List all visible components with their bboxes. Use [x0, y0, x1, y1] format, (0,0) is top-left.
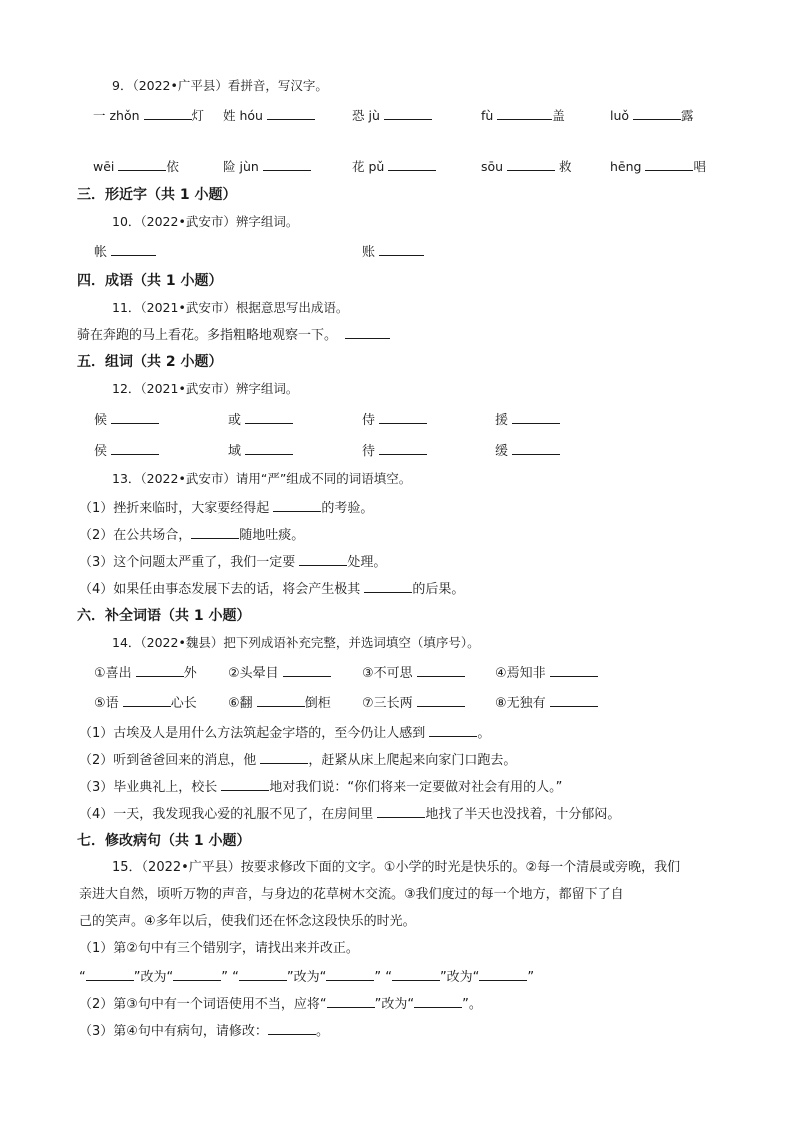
- q12-item: 候: [94, 410, 159, 430]
- q9-item: hēng 唱: [610, 159, 706, 174]
- q9-item: 花 pǔ: [352, 157, 436, 176]
- q13-line: （2）在公共场合， 随地吐痰。: [79, 525, 304, 545]
- q14-line: （3）毕业典礼上，校长 地对我们说：“你们将来一定要做对社会有用的人。”: [79, 777, 562, 797]
- section-heading: 三．形近字（共 1 小题）: [77, 187, 237, 203]
- answer-blank[interactable]: [136, 663, 184, 677]
- answer-blank[interactable]: [379, 410, 427, 424]
- answer-blank[interactable]: [326, 967, 374, 981]
- q14-line: （2）听到爸爸回来的消息，他 ，赶紧从床上爬起来向家门口跑去。: [79, 750, 516, 770]
- answer-blank[interactable]: [111, 410, 159, 424]
- q14-line: （1）古埃及人是用什么方法筑起金字塔的，至今仍让人感到 。: [79, 723, 490, 743]
- q13-line: （4）如果任由事态发展下去的话，将会产生极其 的后果。: [79, 579, 464, 599]
- answer-blank[interactable]: [173, 967, 221, 981]
- q12-item: 缓: [495, 441, 560, 461]
- answer-blank[interactable]: [645, 157, 693, 171]
- q14-prompt: 14．（2022•魏县）把下列成语补充完整，并选词填空（填序号）。: [112, 635, 480, 650]
- q12-item: 援: [495, 410, 560, 430]
- q14-idiom: ④焉知非: [495, 663, 598, 683]
- answer-blank[interactable]: [633, 106, 681, 120]
- answer-blank[interactable]: [379, 441, 427, 455]
- q13-line: （1）挫折来临时，大家要经得起 的考验。: [79, 498, 373, 518]
- q9-item: fù 盖: [481, 108, 565, 123]
- answer-blank[interactable]: [111, 242, 156, 256]
- q10-prompt: 10．（2022•武安市）辨字组词。: [112, 214, 299, 229]
- answer-blank[interactable]: [260, 750, 308, 764]
- q14-idiom: ③不可思: [362, 663, 465, 683]
- answer-blank[interactable]: [273, 498, 321, 512]
- answer-blank[interactable]: [245, 441, 293, 455]
- q14-idiom: ①喜出 外: [94, 663, 197, 683]
- q9-item: luǒ 露: [610, 108, 694, 123]
- q15-sub: （2）第③句中有一个词语使用不当，应将“ ”改为“ ”。: [79, 994, 482, 1014]
- answer-blank[interactable]: [345, 325, 390, 339]
- q14-idiom: ②头晕目: [228, 663, 331, 683]
- q12-item: 或: [228, 410, 293, 430]
- section-heading: 五．组词（共 2 小题）: [77, 354, 223, 370]
- q13-line: （3）这个问题太严重了，我们一定要 处理。: [79, 552, 386, 572]
- q14-idiom: ⑥翻 倒柜: [228, 693, 331, 713]
- answer-blank[interactable]: [221, 777, 269, 791]
- answer-blank[interactable]: [364, 579, 412, 593]
- answer-blank[interactable]: [111, 441, 159, 455]
- answer-blank[interactable]: [245, 410, 293, 424]
- q15-text: 15．（2022•广平县）按要求修改下面的文字。①小学的时光是快乐的。②每一个清晨或旁晚，我们: [112, 860, 681, 875]
- answer-blank[interactable]: [379, 242, 424, 256]
- answer-blank[interactable]: [507, 157, 555, 171]
- q15-text: 亲进大自然，顷听万物的声音，与身边的花草树木交流。③我们度过的每一个地方，都留下了自: [79, 887, 624, 902]
- q14-idiom: ⑦三长两: [362, 693, 465, 713]
- q9-item: wēi 依: [93, 159, 179, 174]
- answer-blank[interactable]: [497, 106, 552, 120]
- answer-blank[interactable]: [257, 693, 305, 707]
- answer-blank[interactable]: [414, 994, 462, 1008]
- answer-blank[interactable]: [550, 663, 598, 677]
- q13-prompt: 13．（2022•武安市）请用“严”组成不同的词语填空。: [112, 471, 412, 486]
- answer-blank[interactable]: [384, 106, 432, 120]
- answer-blank[interactable]: [123, 693, 171, 707]
- q11-line: 骑在奔跑的马上看花。多指粗略地观察一下。: [77, 325, 390, 345]
- answer-blank[interactable]: [263, 157, 311, 171]
- q15-sub1-answers: “ ”改为“ ” “ ”改为“ ” “ ”改为“ ”: [79, 967, 534, 987]
- answer-blank[interactable]: [239, 967, 287, 981]
- answer-blank[interactable]: [268, 1021, 316, 1035]
- answer-blank[interactable]: [267, 106, 315, 120]
- q10-item: 帐: [94, 242, 156, 262]
- q9-item: 一 zhǒn 灯: [93, 108, 205, 123]
- q15-sub: （3）第④句中有病句，请修改： 。: [79, 1021, 329, 1041]
- q12-item: 侍: [362, 410, 427, 430]
- answer-blank[interactable]: [377, 804, 425, 818]
- q11-prompt: 11．（2021•武安市）根据意思写出成语。: [112, 300, 349, 315]
- answer-blank[interactable]: [299, 552, 347, 566]
- q12-prompt: 12．（2021•武安市）辨字组词。: [112, 381, 299, 396]
- q9-item: sōu 救: [481, 159, 572, 174]
- answer-blank[interactable]: [144, 106, 192, 120]
- q12-item: 域: [228, 441, 293, 461]
- answer-blank[interactable]: [479, 967, 527, 981]
- q9-item: 恐 jù: [352, 106, 432, 125]
- q15-text: 己的笑声。④多年以后，使我们还在怀念这段快乐的时光。: [79, 914, 416, 929]
- q12-item: 待: [362, 441, 427, 461]
- q14-line: （4）一天，我发现我心爱的礼服不见了，在房间里 地找了半天也没找着，十分郁闷。: [79, 804, 620, 824]
- answer-blank[interactable]: [512, 441, 560, 455]
- answer-blank[interactable]: [429, 723, 477, 737]
- answer-blank[interactable]: [86, 967, 134, 981]
- section-heading: 六．补全词语（共 1 小题）: [77, 608, 251, 624]
- answer-blank[interactable]: [283, 663, 331, 677]
- answer-blank[interactable]: [417, 693, 465, 707]
- answer-blank[interactable]: [191, 525, 239, 539]
- answer-blank[interactable]: [327, 994, 375, 1008]
- q9-item: 险 jùn: [223, 157, 311, 176]
- q12-item: 侯: [94, 441, 159, 461]
- section-heading: 四．成语（共 1 小题）: [77, 273, 223, 289]
- answer-blank[interactable]: [118, 157, 166, 171]
- answer-blank[interactable]: [392, 967, 440, 981]
- q14-idiom: ⑤语 心长: [94, 693, 197, 713]
- q9-item: 姓 hóu: [223, 106, 315, 125]
- answer-blank[interactable]: [550, 693, 598, 707]
- q10-item: 账: [362, 242, 424, 262]
- section-heading: 七．修改病句（共 1 小题）: [77, 833, 251, 849]
- answer-blank[interactable]: [388, 157, 436, 171]
- q15-sub: （1）第②句中有三个错别字，请找出来并改正。: [79, 941, 359, 956]
- answer-blank[interactable]: [417, 663, 465, 677]
- q14-idiom: ⑧无独有: [495, 693, 598, 713]
- answer-blank[interactable]: [512, 410, 560, 424]
- q9-prompt: 9．（2022•广平县）看拼音，写汉字。: [112, 78, 328, 93]
